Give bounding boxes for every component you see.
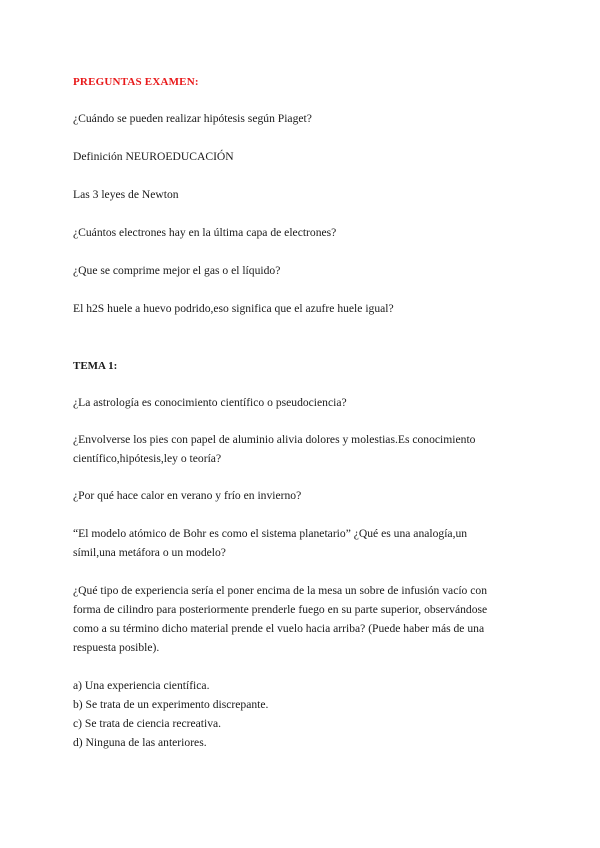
tema1-question-5-line-1: ¿Qué tipo de experiencia sería el poner encima de la mesa un sobre de infusión vacío con bbox=[73, 584, 487, 597]
exam-questions-heading: PREGUNTAS EXAMEN: bbox=[73, 76, 199, 88]
exam-question-1: ¿Cuándo se pueden realizar hipótesis según Piaget? bbox=[73, 112, 312, 125]
tema1-question-5-line-2: forma de cilindro para posteriormente prenderle fuego en su parte superior, observándose bbox=[73, 603, 488, 616]
exam-question-4: ¿Cuántos electrones hay en la última capa de electrones? bbox=[73, 226, 337, 239]
tema1-option-b: b) Se trata de un experimento discrepante. bbox=[73, 698, 269, 711]
tema1-option-a: a) Una experiencia científica. bbox=[73, 679, 210, 692]
tema1-option-c: c) Se trata de ciencia recreativa. bbox=[73, 717, 222, 730]
exam-question-3: Las 3 leyes de Newton bbox=[73, 188, 179, 201]
exam-question-6: El h2S huele a huevo podrido,eso significa que el azufre huele igual? bbox=[73, 302, 394, 315]
tema1-question-2-line-2: científico,hipótesis,ley o teoría? bbox=[73, 452, 222, 465]
tema1-question-2-line-1: ¿Envolverse los pies con papel de aluminio alivia dolores y molestias.Es conocimiento bbox=[73, 433, 476, 446]
tema1-question-4-line-1: “El modelo atómico de Bohr es como el sistema planetario” ¿Qué es una analogía,un bbox=[73, 527, 468, 540]
exam-question-2: Definición NEUROEDUCACIÓN bbox=[73, 150, 234, 163]
tema1-question-1: ¿La astrología es conocimiento científico o pseudociencia? bbox=[73, 396, 347, 409]
tema1-question-3: ¿Por qué hace calor en verano y frío en invierno? bbox=[73, 489, 302, 502]
tema1-heading: TEMA 1: bbox=[73, 360, 118, 372]
tema1-question-5-line-4: respuesta posible). bbox=[73, 641, 160, 654]
tema1-question-4-line-2: símil,una metáfora o un modelo? bbox=[73, 546, 226, 559]
tema1-question-5-line-3: como a su término dicho material prende el vuelo hacia arriba? (Puede haber más de una bbox=[73, 622, 485, 635]
exam-question-5: ¿Que se comprime mejor el gas o el líquido? bbox=[73, 264, 281, 277]
tema1-option-d: d) Ninguna de las anteriores. bbox=[73, 736, 207, 749]
